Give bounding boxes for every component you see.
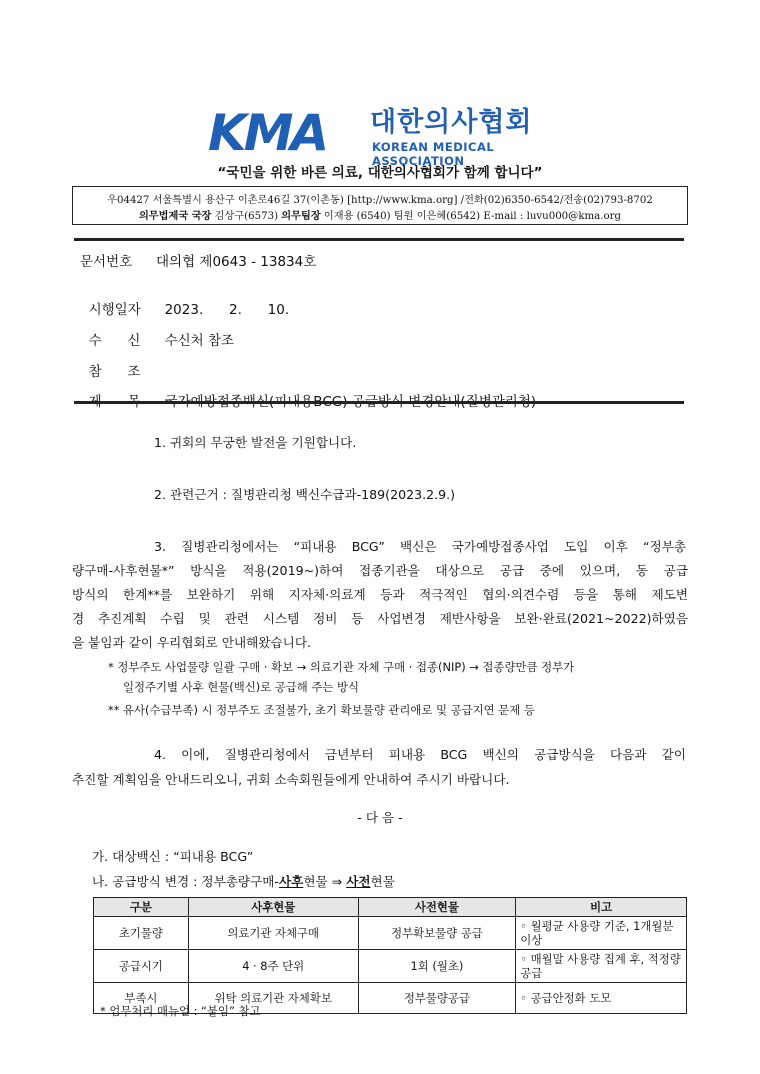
table-row xyxy=(94,917,687,950)
paragraph-3-line-2: 량구매-사후현물*” 방식을 적용(2019~)하여 접종기관을 대상으로 공급 중에 있으며, 동 공급 xyxy=(72,563,688,578)
item-a: 가. 대상백신 : “피내용 BCG” xyxy=(92,849,254,864)
recipient-label: 수 신 xyxy=(88,333,141,349)
table-cell: 부족시 xyxy=(94,983,189,1014)
paragraph-3-line-3: 방식의 한계**를 보완하기 위해 지자체·의료계 등과 적극적인 협의·의견수렴 등을 통해 제도변 xyxy=(72,587,688,602)
paragraph-3-line-4: 경 추진계획 수립 및 관련 시스템 정비 등 사업변경 제반사항을 보완·완료(2021~2022)하였음 xyxy=(72,611,688,626)
table-cell: 공급시기 xyxy=(94,950,189,983)
table-cell: ◦ 매월말 사용량 집계 후, 적정량 공급 xyxy=(516,950,687,983)
table-row xyxy=(94,950,687,983)
logo-mark: KMA xyxy=(208,104,327,162)
table-header-cell: 사전현물 xyxy=(358,898,516,917)
logo-english-name: KOREAN MEDICAL ASSOCIATION xyxy=(372,140,495,168)
address-box xyxy=(72,186,688,225)
team-contacts: 이재용 (6540) 팀원 이은혜(6542) E-mail : luvu000@kma.org xyxy=(323,211,622,222)
table-cell: ◦ 월평균 사용량 기준, 1개월분 이상 xyxy=(516,917,687,950)
footnote-2: ** 유사(수급부족) 시 정부주도 조절불가, 초기 확보물량 관리애로 및 공급지연 문제 등 xyxy=(108,703,535,717)
item-b xyxy=(92,870,682,894)
table-header-cell: 비고 xyxy=(516,898,687,917)
team-label: 의무팀장 xyxy=(281,211,321,222)
date-value: 2023. 2. 10. xyxy=(164,302,290,318)
table-cell: 위탁 의료기관 자체확보 xyxy=(188,983,358,1014)
supply-change-table xyxy=(93,897,687,1014)
date-label: 시행일자 xyxy=(88,302,141,318)
item-b-mid: 현물 ⇒ xyxy=(303,874,347,889)
table-cell: ◦ 공급안정화 도모 xyxy=(516,983,687,1014)
subject-label: 제 목 xyxy=(88,394,141,410)
item-b-after-word: 사후 xyxy=(278,874,304,889)
recipient-value: 수신처 참조 xyxy=(164,333,235,349)
manual-footnote: * 업무처리 매뉴얼 : “붙임” 참고 xyxy=(100,1004,261,1018)
table-header-cell: 사후현물 xyxy=(188,898,358,917)
doc-number-row xyxy=(80,250,316,270)
paragraph-1: 1. 귀회의 무궁한 발전을 기원합니다. xyxy=(154,435,357,450)
table-cell: 정부물량공급 xyxy=(358,983,516,1014)
top-rule xyxy=(74,238,684,241)
paragraph-3-line-1: 3. 질병관리청에서는 “피내용 BCG” 백신은 국가예방접종사업 도입 이후 “정부총 xyxy=(154,539,686,554)
logo-korean-name: 대한의사협회 xyxy=(370,107,533,138)
table-cell: 4 · 8주 단위 xyxy=(188,950,358,983)
paragraph-4-line-2: 추진할 계획임을 안내드리오니, 귀회 소속회원들에게 안내하여 주시기 바랍니다. xyxy=(72,772,510,787)
table-cell: 의료기관 자체구매 xyxy=(188,917,358,950)
next-heading: - 다 음 - xyxy=(357,810,403,825)
dept-person: 김상구(6573) xyxy=(214,211,279,222)
footnote-1-line-2: 일정주기별 사후 현물(백신)로 공급해 주는 방식 xyxy=(123,680,360,694)
table-cell: 정부확보물량 공급 xyxy=(358,917,516,950)
table-cell: 1회 (월초) xyxy=(358,950,516,983)
table-header-cell: 구분 xyxy=(94,898,189,917)
subject-value: 국가예방접종백신(피내용BCG) 공급방식 변경안내(질병관리청) xyxy=(164,394,537,410)
contact-line xyxy=(73,207,687,222)
meta-bottom-rule xyxy=(74,401,684,404)
table-header-row xyxy=(94,898,687,917)
reference-label: 참 조 xyxy=(88,364,141,380)
dept-label: 의무법제국 국장 xyxy=(138,211,212,222)
paragraph-3-line-5: 을 붙임과 같이 우리협회로 안내해왔습니다. xyxy=(72,635,311,650)
paragraph-4-line-1: 4. 이에, 질병관리청에서 금년부터 피내용 BCG 백신의 공급방식을 다음과 같이 xyxy=(154,747,686,762)
kma-logo xyxy=(208,104,558,168)
footnote-1-line-1: * 정부주도 사업물량 일괄 구매 · 확보 → 의료기관 자체 구매 · 접종(NIP) → 접종량만큼 정부가 xyxy=(108,660,575,674)
item-b-suffix: 현물 xyxy=(370,874,395,889)
item-b-before-word: 사전 xyxy=(346,874,371,889)
paragraph-2: 2. 관련근거 : 질병관리청 백신수급과-189(2023.2.9.) xyxy=(154,487,456,502)
doc-number: 대의협 제0643 - 13834호 xyxy=(156,254,317,270)
item-b-prefix: 나. 공급방식 변경 : 정부총량구매- xyxy=(92,874,279,889)
doc-number-label: 문서번호 xyxy=(80,254,133,270)
subject-row xyxy=(80,374,536,410)
address-line: 우04427 서울특별시 용산구 이촌로46길 37(이촌동) [http://www.kma.org] /전화(02)6350-6542/전송(02)793-8702 xyxy=(107,195,653,206)
slogan: “국민을 위한 바른 의료, 대한의사협회가 함께 합니다” xyxy=(217,165,543,181)
table-cell: 초기물량 xyxy=(94,917,189,950)
